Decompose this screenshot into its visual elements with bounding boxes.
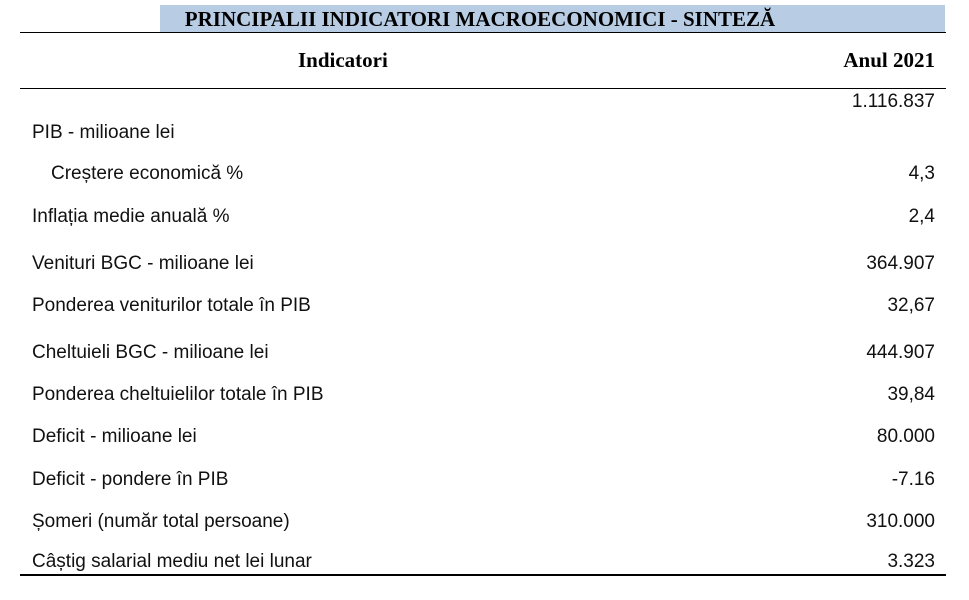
header-rule [20, 88, 946, 89]
row-value-castig: 3.323 [887, 551, 935, 572]
table-title: PRINCIPALII INDICATORI MACROECONOMICI - SINTEZĂ [184, 7, 776, 31]
row-label-someri: Șomeri (număr total persoane) [32, 511, 290, 532]
top-rule [20, 32, 946, 33]
row-label-cheltuieli: Cheltuieli BGC - milioane lei [32, 342, 269, 363]
bottom-rule [20, 574, 946, 576]
row-label-pib: PIB - milioane lei [32, 122, 175, 143]
row-value-pib: 1.116.837 [851, 91, 935, 112]
row-label-castig: Câștig salarial mediu net lei lunar [32, 551, 312, 572]
row-value-pondere-cheltuieli: 39,84 [887, 384, 935, 405]
row-label-deficit: Deficit - milioane lei [32, 426, 197, 447]
row-label-inflatie: Inflația medie anuală % [32, 206, 230, 227]
row-value-pondere-venituri: 32,67 [887, 295, 935, 316]
row-label-pondere-cheltuieli: Ponderea cheltuielilor totale în PIB [32, 384, 324, 405]
row-value-inflatie: 2,4 [908, 206, 935, 227]
header-indicators: Indicatori [298, 48, 388, 72]
row-label-crestere: Creștere economică % [51, 163, 244, 184]
row-value-deficit-pondere: -7.16 [891, 469, 935, 490]
row-label-pondere-venituri: Ponderea veniturilor totale în PIB [32, 295, 311, 316]
row-value-venituri: 364.907 [866, 253, 935, 274]
header-year: Anul 2021 [843, 48, 935, 72]
row-value-deficit: 80.000 [876, 426, 935, 447]
row-value-crestere: 4,3 [908, 163, 935, 184]
row-value-cheltuieli: 444.907 [866, 342, 935, 363]
row-label-venituri: Venituri BGC - milioane lei [32, 253, 254, 274]
row-label-deficit-pondere: Deficit - pondere în PIB [32, 469, 229, 490]
row-value-someri: 310.000 [866, 511, 935, 532]
